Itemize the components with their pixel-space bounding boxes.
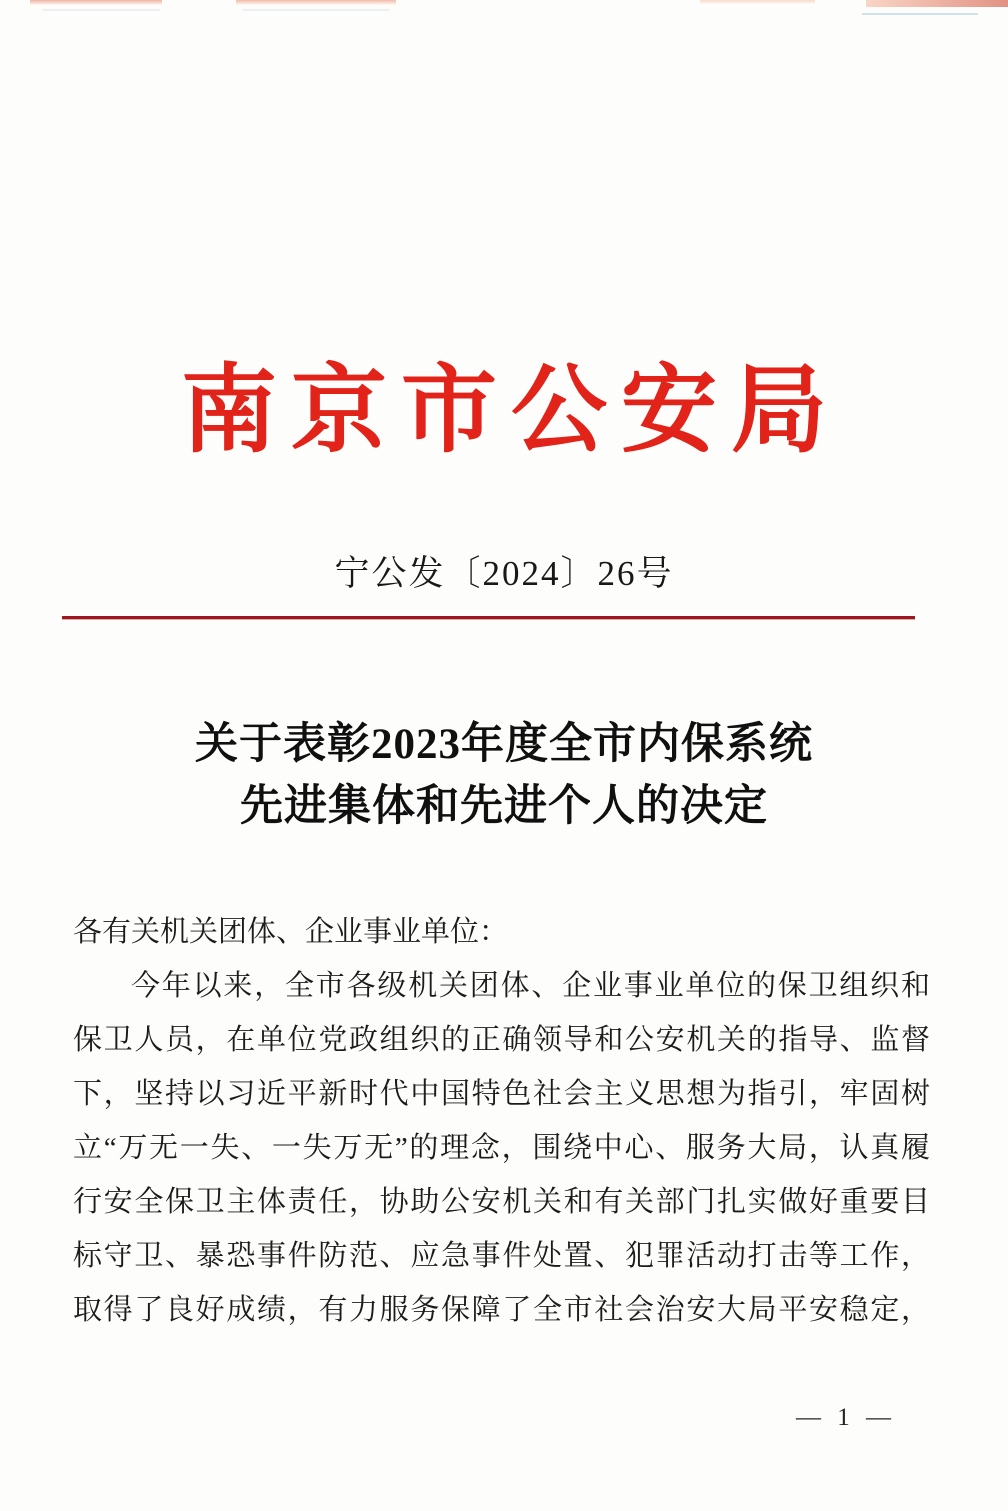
paragraph-line: 行安全保卫主体责任，协助公安机关和有关部门扎实做好重要目 [73,1186,930,1218]
paragraph-line: 下，坚持以习近平新时代中国特色社会主义思想为指引，牢固树 [73,1078,930,1110]
document-title-line2: 先进集体和先进个人的决定 [240,783,768,830]
red-divider-line [62,616,915,619]
paragraph-line: 标守卫、暴恐事件防范、应急事件处置、犯罪活动打击等工作， [73,1240,930,1272]
scan-artifact [236,0,396,5]
doc-number: 宁公发〔2024〕26号 [334,554,674,593]
scan-artifact [866,0,1008,7]
scan-artifact [30,0,162,5]
paragraph-line: 今年以来，全市各级机关团体、企业事业单位的保卫组织和 [131,970,930,1002]
scan-artifact [42,9,160,11]
page-number: — 1 — [796,1404,896,1431]
paragraph-line: 保卫人员，在单位党政组织的正确领导和公安机关的指导、监督 [73,1024,930,1056]
document-title [0,714,1008,838]
scan-artifact [862,13,978,15]
salutation: 各有关机关团体、企业事业单位： [73,916,509,948]
agency-title: 南京市公安局 [181,357,841,464]
document-title-line1: 关于表彰2023年度全市内保系统 [195,721,813,768]
paragraph-line: 立“万无一失、一失万无”的理念，围绕中心、服务大局，认真履 [73,1132,930,1164]
document-body [73,905,930,1337]
scan-artifact [700,0,815,4]
scan-artifact [242,9,390,11]
paragraph-line: 取得了良好成绩，有力服务保障了全市社会治安大局平安稳定， [73,1294,930,1326]
